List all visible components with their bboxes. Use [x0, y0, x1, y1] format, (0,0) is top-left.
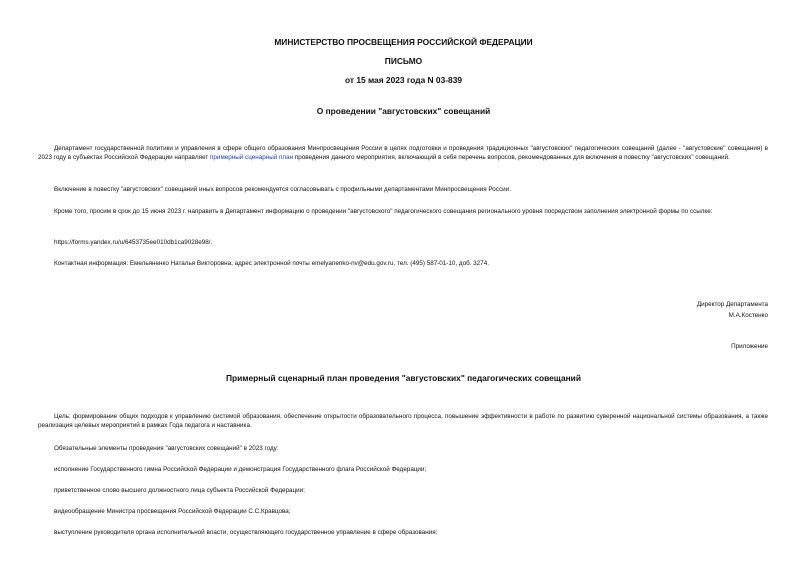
paragraph-intro — [38, 144, 768, 163]
scenario-plan-link[interactable]: примерный сценарный план — [210, 154, 294, 162]
paragraph-agenda: Включение в повестку "августовских" совещаний иных вопросов рекомендуется согласовывать с профильными департаментами Минпросвещения России. — [54, 186, 511, 193]
signatory-position: Директор Департамента — [696, 301, 768, 308]
contact-info: Контактная информация: Емельяненко Наталья Викторовна, адрес электронной почты emelyanenko-nv@edu.gov.ru, тел. (495) 587-01-10, доб. 3274. — [54, 260, 489, 267]
list-item: исполнение Государственного гимна Российской Федерации и демонстрация Государственного флага Российской Федерации; — [54, 466, 427, 473]
paragraph-request: Кроме того, просим в срок до 15 июня 2023 г. направить в Департамент информацию о проведении "августовского" педагогического совещания регионального уровня посредством заполнения электронной формы по ссылке: — [54, 208, 713, 215]
elements-intro: Обязательные элементы проведения "августовских совещаний" в 2023 году: — [54, 445, 279, 452]
list-item: приветственное слово высшего должностного лица субъекта Российской Федерации; — [54, 487, 305, 494]
subject-heading: О проведении "августовских" совещаний — [316, 106, 491, 116]
appendix-label: Приложение — [731, 343, 768, 350]
ministry-heading: МИНИСТЕРСТВО ПРОСВЕЩЕНИЯ РОССИЙСКОЙ ФЕДЕРАЦИИ — [274, 37, 533, 47]
signatory-name: М.А.Костенко — [728, 312, 768, 319]
form-url: https://forms.yandex.ru/u/6453735ee010db1ca9028e98/. — [54, 239, 213, 246]
paragraph-goal: Цель: формирование общих подходов к управлению системой образования, обеспечение открытости образовательного процесса, повышение эффективности в работе по развитию суверенной национальной системы образования, а также реализация целевых мероприятий в рамках Года педагога и наставника. — [38, 413, 768, 430]
paragraph-intro-text-start: Департамент государственной политики и управления в сфере общего образования Минпросвещения России в целях подготовки и проведения традиционных "августовских" педагогических совещаний (далее - "августовские" совещания) в 2023 году в субъектах Российской Федерации направляет — [38, 145, 768, 162]
document-type-heading: ПИСЬМО — [384, 56, 423, 66]
paragraph-intro-text-end: проведения данного мероприятия, включающий в себя перечень вопросов, рекомендованных для включения в повестку "августовских" совещаний. — [293, 154, 730, 162]
list-item: выступление руководителя органа исполнительной власти, осуществляющего государственное управление в сфере образования; — [54, 529, 438, 536]
appendix-title: Примерный сценарный план проведения "августовских" педагогических совещаний — [226, 373, 581, 383]
list-item: видеообращение Министра просвещения Российской Федерации С.С.Кравцова; — [54, 508, 291, 515]
date-number-heading: от 15 мая 2023 года N 03-839 — [344, 75, 463, 85]
